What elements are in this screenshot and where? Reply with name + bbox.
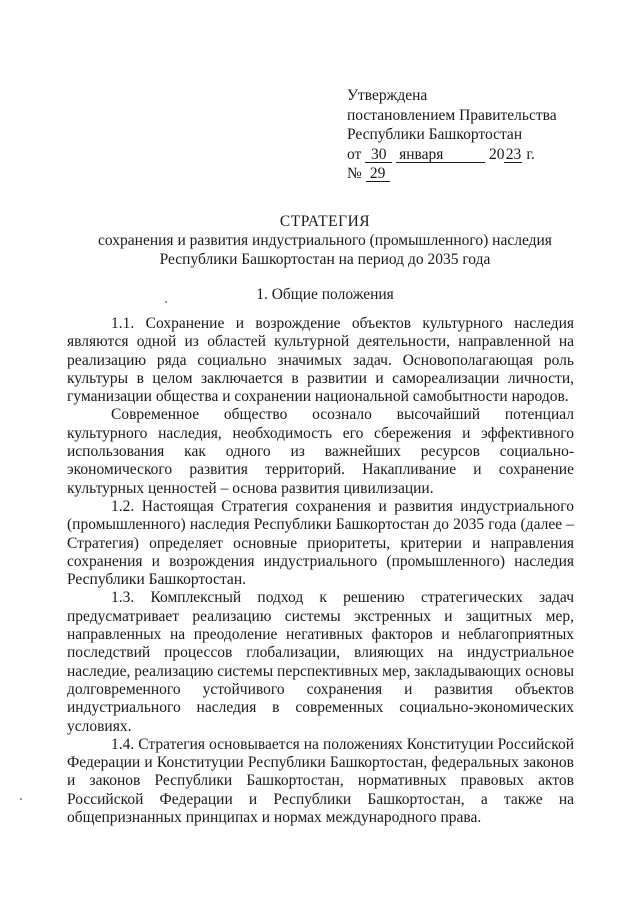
approval-line-1: Утверждена (347, 87, 428, 104)
year-suffix: 23 (505, 145, 522, 163)
paragraph-1-4: 1.4. Стратегия основывается на положениях Конституции Российской Федерации и Конституции Республики Башкортостан, федеральных законов и законов Республики Башкортостан, нормативных правовых актов Российской Федерации и Республики Башкортостан, а также на общепризнанных принципах и нормах международного права. (67, 735, 574, 827)
section-heading: 1. Общие положения (256, 286, 394, 303)
year-unit: г. (526, 145, 535, 163)
title-line-2: сохранения и развития индустриального (промышленного) наследия (98, 232, 552, 249)
date-prefix: от (347, 145, 362, 163)
year-prefix: 20 (488, 145, 505, 163)
paragraph-1-1: 1.1. Сохранение и возрождение объектов культурного наследия являются одной из областей культурной деятельности, направленной на реализацию ряда социально значимых задач. Основополагающая роль культуры в целом заключается в развитии и самореализации личности, гуманизации общества и сохранении национальной самобытности народов. (67, 315, 574, 406)
title-line-3: Республики Башкортостан на период до 2035 года (159, 251, 491, 268)
number-prefix: № (347, 165, 362, 182)
approval-line-2: постановлением Правительства (347, 106, 557, 124)
date-month: января (396, 147, 485, 163)
paragraph-society: Современное общество осознало высочайший потенциал культурного наследия, необходимость его сбережения и эффективного использования как одного из важнейших ресурсов социально-экономического развития территорий. Накапливание и сохранение культурных ценностей – основа развития цивилизации. (67, 406, 574, 497)
approval-line-3: Республики Башкортостан (347, 126, 523, 143)
approval-number (347, 164, 557, 184)
document-body (67, 315, 574, 827)
date-day: 30 (365, 147, 392, 163)
approval-stamp (347, 86, 557, 184)
paragraph-1-3: 1.3. Комплексный подход к решению стратегических задач предусматривает реализацию системы экстренных и защитных мер, направленных на преодоление негативных факторов и неблагоприятных последствий процессов глобализации, влияющих на индустриальное наследие, реализацию системы перспективных мер, закладывающих основы долговременного устойчивого сохранения и развития объектов индустриального наследия в современных социально-экономических условиях. (67, 589, 574, 735)
paragraph-1-2: 1.2. Настоящая Стратегия сохранения и развития индустриального (промышленного) наследия Республики Башкортостан до 2035 года (далее – Стратегия) определяет основные приоритеты, критерии и направления сохранения и возрождения индустриального (промышленного) наследия Республики Башкортостан. (67, 497, 574, 589)
scan-speck (20, 798, 22, 800)
document-title (70, 212, 580, 269)
title-line-1: СТРАТЕГИЯ (279, 213, 371, 230)
approval-date (347, 145, 557, 165)
number-value: 29 (366, 166, 390, 182)
